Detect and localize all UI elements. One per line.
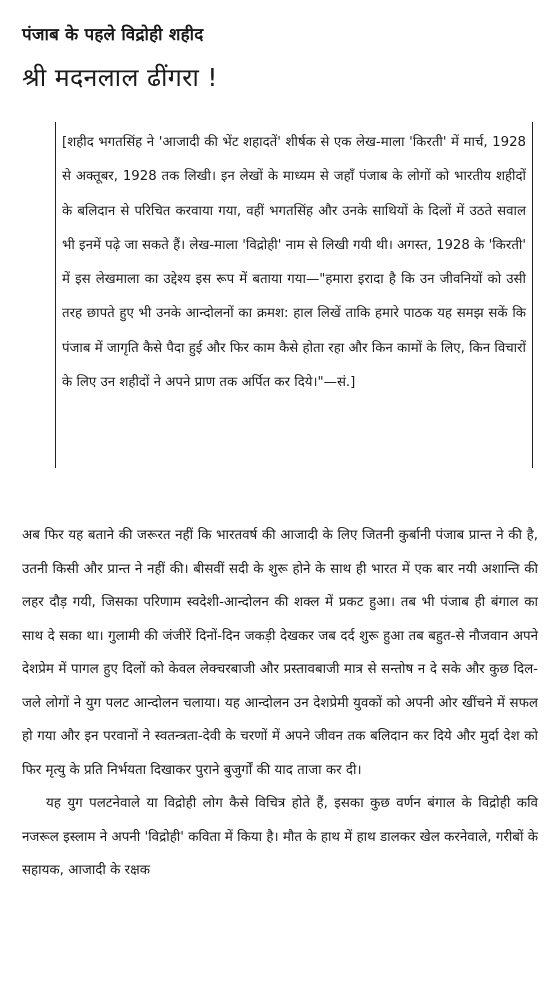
article-title: श्री मदनलाल ढींगरा ! bbox=[22, 63, 218, 92]
editor-note-box bbox=[55, 122, 533, 468]
series-title: पंजाब के पहले विद्रोही शहीद bbox=[22, 25, 204, 45]
body-paragraph-2: यह युग पलटनेवाले या विद्रोही लोग कैसे विचित्र होते हैं, इसका कुछ वर्णन बंगाल के विद्रोही कवि नजरूल इस्लाम ने अपनी 'विद्रोही' कविता में किया है। मौत के हाथ में हाथ डालकर खेल करनेवाले, गरीबों के सहायक, आजादी के रक्षक bbox=[22, 796, 538, 878]
article-body bbox=[22, 519, 538, 888]
body-paragraph-1: अब फिर यह बताने की जरूरत नहीं कि भारतवर्ष की आजादी के लिए जितनी कुर्बानी पंजाब प्रान्त ने की है, उतनी किसी और प्रान्त ने नहीं की। बीसवीं सदी के शुरू होने के साथ ही भारत में एक बार नयी अशान्ति की लहर दौड़ गयी, जिसका परिणाम स्वदेशी-आन्दोलन की शक्ल में प्रकट हुआ। तब भी पंजाब ही बंगाल का साथ दे सका था। गुलामी की जंजीरें दिनों-दिन जकड़ी देखकर जब दर्द शुरू हुआ तब बहुत-से नौजवान अपने देशप्रेम में पागल हुए दिलों को केवल लेक्चरबाजी और प्रस्तावबाजी मात्र से सन्तोष न दे सके और कुछ दिल-जले लोगों ने युग पलट आन्दोलन चलाया। यह आन्दोलन उन देशप्रेमी युवकों को अपनी ओर खींचने में सफल हो गया और इन परवानों ने स्वतन्त्रता-देवी के चरणों में अपने जीवन तक बलिदान कर दिये और मुर्दा देश को फिर मृत्यु के प्रति निर्भयता दिखाकर पुराने बुजुर्गों की याद ताजा कर दी। bbox=[22, 528, 538, 778]
editor-note-text: [शहीद भगतसिंह ने 'आजादी की भेंट शहादतें' शीर्षक से एक लेख-माला 'किरती' में मार्च, 1928 से अक्तूबर, 1928 तक लिखी। इन लेखों के माध्यम से जहाँ पंजाब के लोगों को भारतीय शहीदों के बलिदान से परिचित करवाया गया, वहीं भगतसिंह और उनके साथियों के दिलों में उठते सवाल भी इनमें पढ़े जा सकते हैं। लेख-माला 'विद्रोही' नाम से लिखी गयी थी। अगस्त, 1928 के 'किरती' में इस लेखमाला का उद्देश्य इस रूप में बताया गया—"हमारा इरादा है कि उन जीवनियों को उसी तरह छापते हुए भी उनके आन्दोलनों का क्रमश: हाल लिखें ताकि हमारे पाठक यह समझ सकें कि पंजाब में जागृति कैसे पैदा हुई और फिर काम कैसे होता रहा और किन कामों के लिए, किन विचारों के लिए उन शहीदों ने अपने प्राण तक अर्पित कर दिये।"—सं.] bbox=[62, 135, 526, 391]
